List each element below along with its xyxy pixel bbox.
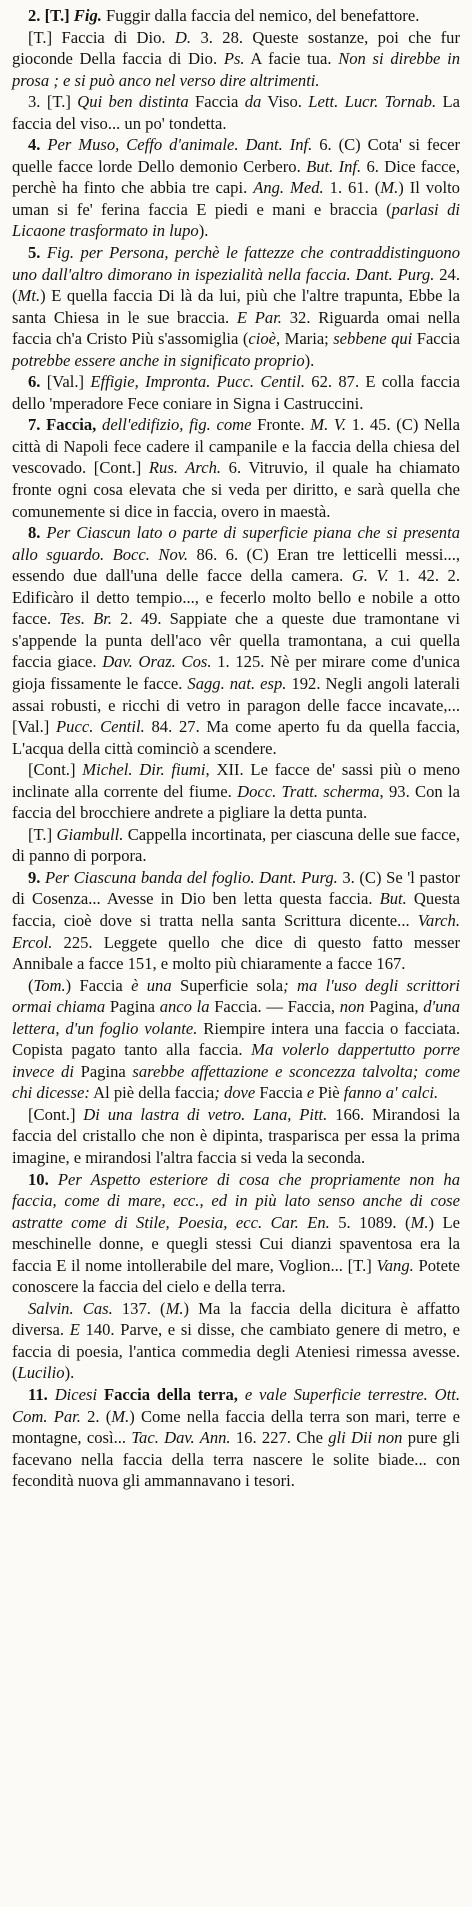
entry-paragraph xyxy=(12,759,460,824)
text-run: Per Ciascuna banda del foglio. Dant. Purg. xyxy=(45,867,338,887)
text-run: 2. [T.] xyxy=(28,6,74,25)
text-run: Riempire intera una faccia o facciata. Copista pagato tanto alla faccia. xyxy=(12,1018,460,1060)
text-run: But. Inf. xyxy=(306,156,362,176)
text-run: Fronte. xyxy=(251,415,311,435)
text-run: ). xyxy=(198,221,209,241)
text-run: 6. xyxy=(28,372,47,392)
text-run: Dav. Oraz. Cos. xyxy=(102,652,212,672)
text-run: Faccia della terra, xyxy=(97,1385,245,1404)
text-run: [Cont.] xyxy=(28,1104,84,1124)
text-run: 225. Leggete quello che dice di questo fatto messer Annibale a facce 151, e molto più chiaramente a facce 167. xyxy=(12,932,460,974)
text-run: ; ma l'uso degli scrittori ormai chiama xyxy=(12,975,461,1017)
text-run: 140. Parve, e si disse, che cambiato genere di metro, e faccia di poesia, l'antica commedia degli Ateniesi rimessa avesse. ( xyxy=(12,1320,461,1383)
text-run: M. xyxy=(111,1406,130,1426)
text-run: 6. (C) Cota' si fecer quelle facce lorde Dello demonio Cerbero. xyxy=(12,135,461,176)
text-run: da xyxy=(244,92,262,112)
text-run: 1. 61. ( xyxy=(323,178,381,198)
text-run: Giambull. xyxy=(56,824,124,844)
text-run: Varch. Ercol. xyxy=(12,910,460,952)
entry-paragraph xyxy=(12,522,460,759)
text-run: Per Aspetto esteriore di cosa che propriamente non ha faccia, come di mare, ecc., ed in più lato senso anche di cose astratte come di Stile, Poesia, ecc. Car. En. xyxy=(12,1169,460,1232)
text-run: Docc. Tratt. scherma xyxy=(237,781,380,801)
entry-paragraph xyxy=(12,5,460,27)
text-run: 32. Riguarda omai nella faccia ch'a Cristo Più s'assomiglia ( xyxy=(12,307,460,349)
text-run: Faccia. — Faccia, xyxy=(209,997,340,1017)
text-run: E Par. xyxy=(236,307,282,327)
text-run: ) Le meschinelle donne, e quegli stessi Cui dianzi spaventosa era la faccia E il nome intollerabile del mare, Voglion... [T.] xyxy=(12,1212,460,1275)
text-run: M. xyxy=(165,1298,184,1318)
text-run: 4. xyxy=(28,135,48,155)
text-run xyxy=(74,6,102,25)
text-run: Potete conoscere la faccia del cielo e della terra. xyxy=(12,1255,460,1297)
text-run: 24. ( xyxy=(12,264,460,306)
text-run: Non si direbbe in prosa ; e si può anco nel verso dire altrimenti. xyxy=(12,49,461,90)
text-run: Pagina xyxy=(105,997,160,1017)
text-run: 86. 6. (C) Eran tre letticelli messi..., essendo due dall'una delle facce della camera. xyxy=(12,544,460,586)
text-run: , XII. Le facce de' sassi più o meno inclinate alla corrente del fiume. xyxy=(12,760,460,801)
text-run: Michel. Dir. fiumi xyxy=(82,760,206,780)
text-run: 1. 42. 2. Edificàro il detto tempio..., e fecerlo molto bello e nobile a otto facce. xyxy=(12,566,460,629)
text-run: [T.] xyxy=(28,824,57,844)
text-run: 6. Dice facce, perchè ha finto che abbia tre capi. xyxy=(12,156,461,198)
text-run: Faccia xyxy=(188,92,245,112)
text-run: ( xyxy=(28,975,34,995)
text-run: Per Muso, Ceffo d'animale. Dant. Inf. xyxy=(47,135,313,155)
text-run: d'una lettera, d'un foglio volante. xyxy=(12,997,460,1038)
text-run: ) Come nella faccia della terra son mari, terre e montagne, così... xyxy=(12,1406,460,1448)
entry-paragraph xyxy=(12,975,460,1104)
entry-paragraph xyxy=(12,1169,460,1298)
text-run: Pagina xyxy=(73,1061,133,1081)
text-run: dell'edifizio, fig. come xyxy=(102,415,252,435)
text-run: 166. Mirandosi la faccia del cristallo che non è dipinta, trasparisca per essa la prima imagine, e mirandosi l'altra faccia si veda la seconda. xyxy=(12,1104,460,1167)
text-run: Pucc. Centil. xyxy=(56,717,145,737)
text-run: 8. xyxy=(28,523,47,543)
text-run: Ps. xyxy=(223,49,245,69)
text-run: Piè xyxy=(314,1083,344,1103)
text-run: Al piè della faccia xyxy=(89,1083,215,1103)
text-run: A facie tua. xyxy=(244,49,339,69)
text-run: ; dove xyxy=(214,1083,256,1103)
text-run: 2. 49. Sappiate che a queste due tramontane vi s'appende la punta dell'aco vêr quella tramontana, a cui quella faccia giace. xyxy=(12,609,460,672)
text-run: Superficie sola xyxy=(171,975,284,995)
text-run: Fig. xyxy=(73,6,102,25)
text-run: 62. 87. E colla faccia dello 'mperadore Fece coniare in Signa i Castruccini. xyxy=(12,372,460,413)
text-run: , Maria; xyxy=(276,329,334,349)
text-run: Dicesi xyxy=(54,1385,98,1404)
text-run: 5. xyxy=(28,243,47,263)
text-run: [Val.] xyxy=(46,372,91,392)
text-run: La faccia del viso... un po' tondetta. xyxy=(12,92,460,133)
text-run: [T.] Faccia di Dio. xyxy=(28,27,175,47)
text-run: Vang. xyxy=(376,1255,414,1275)
text-run: Rus. Arch. xyxy=(148,458,222,478)
text-run: 9. xyxy=(28,867,46,887)
text-run: anco la xyxy=(159,997,210,1017)
text-run: 6. Vitruvio, il quale ha chiamato fronte ogni cosa elevata che si veda per diritto, e sarà quella che comunemente si dice in faccia, overo in maestà. xyxy=(12,458,460,521)
entry-paragraph xyxy=(12,371,460,414)
text-run: Fig. per Persona, perchè le fattezze che contraddistinguono uno dall'altro dimorano in ispezialità nella faccia. Dant. Purg. xyxy=(12,243,460,284)
text-run: E xyxy=(69,1320,80,1340)
text-run: [Cont.] xyxy=(28,760,83,780)
text-run: Fuggir dalla faccia del nemico, del benefattore. xyxy=(101,6,420,25)
text-run: sebbene qui xyxy=(333,329,413,349)
text-run: 84. 27. Ma come aperto fu da quella faccia, L'acqua della città cominciò a scendere. xyxy=(12,717,461,758)
text-run: ). xyxy=(64,1363,75,1383)
entry-paragraph xyxy=(12,867,460,975)
text-run: sarebbe affettazione e sconcezza talvolta; come chi dicesse: xyxy=(12,1061,460,1103)
text-run: Salvin. Cas. xyxy=(28,1298,113,1318)
text-run: non xyxy=(339,997,365,1017)
text-run: ) Il volto uman si fe' ferina faccia E piedi e mani e braccia ( xyxy=(12,178,460,219)
text-run: Mt. xyxy=(17,286,41,306)
text-run: 1. 125. Nè per mirare come d'unica gioja fissamente le facce. xyxy=(12,652,460,693)
text-run: Pagina, xyxy=(364,997,424,1017)
text-run: 3. [T.] xyxy=(28,92,78,112)
text-run: Di una lastra di vetro. Lana, Pitt. xyxy=(83,1104,328,1124)
entry-paragraph xyxy=(12,134,460,242)
text-run: Ma volerlo dappertutto porre invece di xyxy=(12,1040,460,1081)
text-run: But. xyxy=(379,889,407,909)
text-run: ) Ma la faccia della dicitura è affatto diversa. xyxy=(12,1298,460,1340)
text-run: M. xyxy=(380,178,399,198)
entry-paragraph xyxy=(12,1384,460,1492)
text-run: ) Faccia xyxy=(65,975,132,995)
text-run: Qui ben distinta xyxy=(77,92,189,112)
text-run: è una xyxy=(131,975,172,995)
text-run: Faccia xyxy=(255,1083,307,1103)
text-run: 5. 1089. ( xyxy=(329,1212,411,1232)
entry-paragraph xyxy=(12,1104,460,1169)
text-run: e vale Superficie terrestre. Ott. Com. Par. xyxy=(12,1385,460,1426)
text-run: Per Ciascun lato o parte di superficie piana che si presenta allo sguardo. Bocc. Nov. xyxy=(12,523,460,564)
entry-paragraph xyxy=(12,91,460,134)
entry-paragraph xyxy=(12,242,460,371)
text-run: 192. Negli angoli laterali assai robusti, e ricchi di vetro in paragon delle facce incavate,... [Val.] xyxy=(12,673,460,737)
text-run: Tom. xyxy=(33,975,66,995)
text-run: ). xyxy=(304,350,315,370)
text-run: fanno a' calci. xyxy=(343,1083,439,1103)
entry-paragraph xyxy=(12,414,460,522)
text-run: 3. 28. Queste sostanze, poi che fur gioconde Della faccia di Dio. xyxy=(12,27,461,69)
text-run: potrebbe essere anche in significato proprio xyxy=(12,350,305,370)
text-run: pure gli facevano nella faccia della terra nascere le solite biade... con fecondità nuova gli ammannavano i tesori. xyxy=(12,1428,460,1491)
text-run: D. xyxy=(174,27,192,47)
text-run: 7. Faccia, xyxy=(28,415,103,435)
text-run: cioè xyxy=(248,329,276,349)
text-run: Questa faccia, cioè dove si tratta nella santa Scrittura dicente... xyxy=(12,889,460,930)
text-run: Cappella incortinata, per ciascuna delle sue facce, di panno di porpora. xyxy=(12,824,460,866)
text-run: M. V. xyxy=(310,415,347,435)
text-run: Lucilio xyxy=(17,1363,65,1383)
text-run: Viso. xyxy=(261,92,309,112)
entry-paragraph xyxy=(12,1298,460,1384)
text-run: gli Dii non xyxy=(328,1428,403,1448)
text-run: 1. 45. (C) Nella città di Napoli fece cadere il campanile e la faccia della chiesa del vescovado. [Cont.] xyxy=(12,415,460,478)
text-run: 16. 227. Che xyxy=(230,1428,329,1448)
text-run: 2. ( xyxy=(80,1406,112,1426)
text-run: G. V. xyxy=(351,566,389,586)
text-run: 11. xyxy=(28,1385,55,1404)
entry-paragraph xyxy=(12,27,460,92)
text-run: ) E quella faccia Di là da lui, più che l'altre trapunta, Ebbe la santa Chiesa in le sue braccia. xyxy=(12,286,460,327)
text-run: Ang. Med. xyxy=(253,178,324,198)
entry-paragraph xyxy=(12,824,460,867)
text-run: M. xyxy=(410,1212,429,1232)
text-run: Tes. Br. xyxy=(59,609,113,629)
text-run: 3. (C) Se 'l pastor di Cosenza... Avesse in Dio ben letta questa faccia. xyxy=(12,867,460,909)
text-run: parlasi di Licaone trasformato in lupo xyxy=(12,199,460,241)
text-run: Sagg. nat. esp. xyxy=(187,673,287,693)
text-run: Faccia xyxy=(412,329,461,349)
text-run: Lett. Lucr. Tornab. xyxy=(308,92,437,112)
text-run: e xyxy=(306,1083,315,1103)
text-run: Effigie, Impronta. Pucc. Centil. xyxy=(90,372,305,392)
text-run: Tac. Dav. Ann. xyxy=(131,1428,231,1448)
text-run: 137. ( xyxy=(112,1298,166,1318)
text-run: , 93. Con la faccia del brocchiere andrete a pigliare la detta punta. xyxy=(12,781,460,823)
text-run: 10. xyxy=(28,1169,58,1189)
